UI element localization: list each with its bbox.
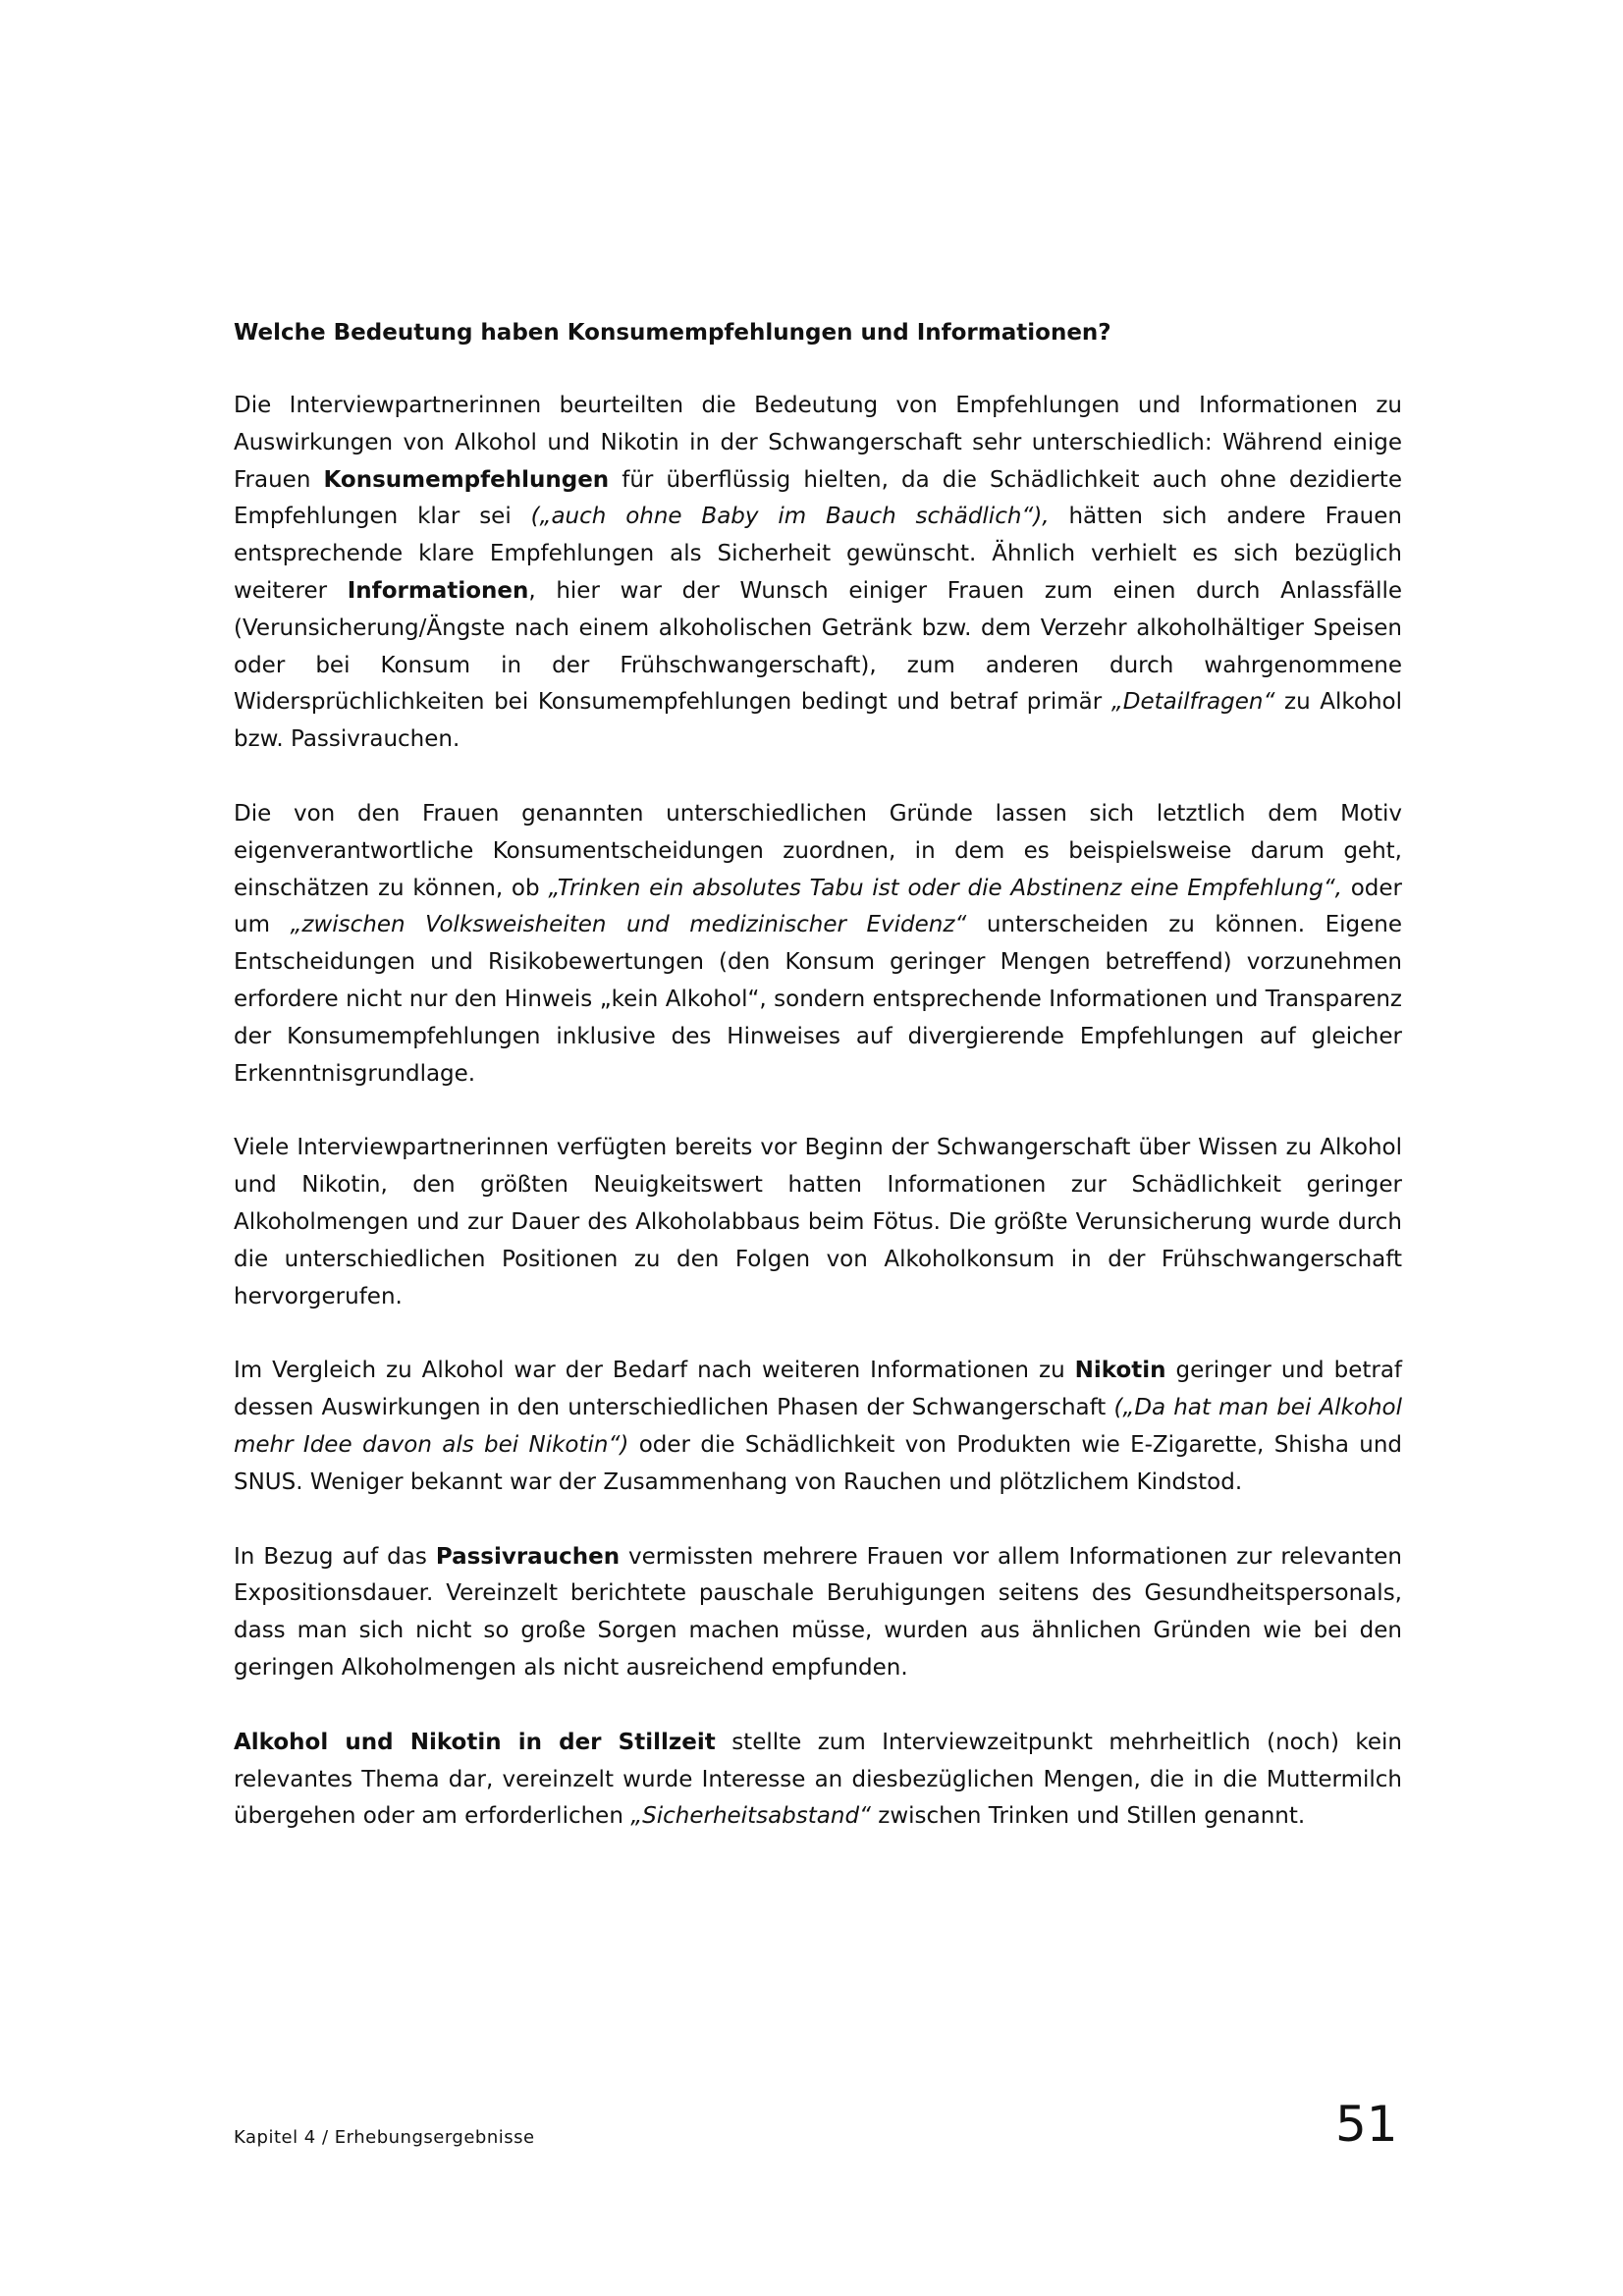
text-span: , hier war der Wunsch einiger Frauen zum einen durch Anlassfälle (Verunsicherung/Ängste nach einem alkoholischen Getränk bzw. dem Verzehr alkoholhältiger Speisen oder bei Konsum in der Frühschwangerschaft), zum anderen durch wahrgenommene Widersprüchlichkeiten bei Konsumempfehlungen bedingt und betraf primär [234,577,1402,716]
quote: „Detailfragen“ [1110,689,1275,716]
paragraph-5 [234,1539,1402,1687]
paragraph-3: Viele Interviewpartnerinnen verfügten bereits vor Beginn der Schwangerschaft über Wissen zu Alkohol und Nikotin, den größten Neuigkeitswert hatten Informationen zur Schädlichkeit geringer Alkoholmengen und zur Dauer des Alkoholabbaus beim Fötus. Die größte Verunsicherung wurde durch die unterschiedlichen Positionen zu den Folgen von Alkoholkonsum in der Frühschwangerschaft hervorgerufen. [234,1135,1402,1309]
quote: „Sicherheitsabstand“ [630,1803,871,1830]
paragraph-2 [234,796,1402,1093]
text-span: In Bezug auf das [234,1543,436,1570]
text-span: zu Alkohol bzw. Passivrauchen. [234,689,1402,753]
bold-term: Alkohol und Nikotin in der Stillzeit [234,1729,716,1755]
text-span: hätten sich andere Frauen entsprechende klare Empfehlungen als Sicherheit gewünscht. Ähnlich verhielt es sich bezüglich weiterer [234,504,1402,604]
paragraph-1 [234,388,1402,759]
text-span: oder um [234,875,1402,938]
text-span: oder die Schädlichkeit von Produkten wie E-Zigarette, Shisha und SNUS. Weniger bekannt war der Zusammenhang von Rauchen und plötzlichem Kindstod. [234,1431,1403,1495]
bold-term: Passivrauchen [435,1543,621,1570]
paragraph-6 [234,1725,1402,1836]
page-number: 51 [1335,2096,1398,2153]
paragraph-4 [234,1353,1402,1501]
document-body [234,314,1402,1873]
quote: („auch ohne Baby im Bauch schädlich“), [530,504,1050,530]
text-span: vermissten mehrere Frauen vor allem Informationen zur relevanten Expositionsdauer. Vereinzelt berichtete pauschale Beruhigungen seitens des Gesundheitspersonals, dass man sich nicht so große Sorgen machen müsse, wurden aus ähnlichen Gründen wie bei den geringen Alkoholmengen als nicht ausreichend empfunden. [234,1543,1403,1681]
quote: („Da hat man bei Alkohol mehr Idee davon als bei Nikotin“) [234,1395,1402,1458]
quote: „zwischen Volksweisheiten und medizinischer Evidenz“ [290,912,967,938]
text-span: für überflüssig hielten, da die Schädlichkeit auch ohne dezidierte Empfehlungen klar sei [234,466,1402,530]
bold-term: Informationen [347,577,529,604]
text-span: Die Interviewpartnerinnen beurteilten die Bedeutung von Empfehlungen und Informationen zu Auswirkungen von Alkohol und Nikotin in der Schwangerschaft sehr unterschiedlich: Während einige Frauen [234,393,1402,493]
quote: „Trinken ein absolutes Tabu ist oder die Abstinenz eine Empfehlung“, [548,875,1342,901]
bold-term: Konsumempfehlungen [323,466,610,493]
text-span: unterscheiden zu können. Eigene Entscheidungen und Risikobewertungen (den Konsum geringer Mengen betreffend) vorzunehmen erfordere nicht nur den Hinweis „kein Alkohol“, sondern entsprechende Informationen und Transparenz der Konsumempfehlungen inklusive des Hinweises auf divergierende Empfehlungen auf gleicher Erkenntnisgrundlage. [234,912,1402,1087]
text-span: zwischen Trinken und Stillen genannt. [870,1803,1306,1830]
text-span: stellte zum Interviewzeitpunkt mehrheitlich (noch) kein relevantes Thema dar, vereinzelt wurde Interesse an diesbezüglichen Mengen, die in die Muttermilch übergehen oder am erforderlichen [234,1729,1403,1830]
text-span: Die von den Frauen genannten unterschiedlichen Gründe lassen sich letztlich dem Motiv eigenverantwortliche Konsumentscheidungen zuordnen, in dem es beispielsweise darum geht, einschätzen zu können, ob [234,800,1402,901]
bold-term: Nikotin [1074,1358,1166,1384]
section-heading: Welche Bedeutung haben Konsumempfehlungen und Informationen? [234,320,1111,346]
text-span: geringer und betraf dessen Auswirkungen in den unterschiedlichen Phasen der Schwangerschaft [234,1358,1403,1421]
text-span: Im Vergleich zu Alkohol war der Bedarf nach weiteren Informationen zu [234,1358,1075,1384]
footer-chapter-label: Kapitel 4 / Erhebungsergebnisse [234,2127,535,2148]
